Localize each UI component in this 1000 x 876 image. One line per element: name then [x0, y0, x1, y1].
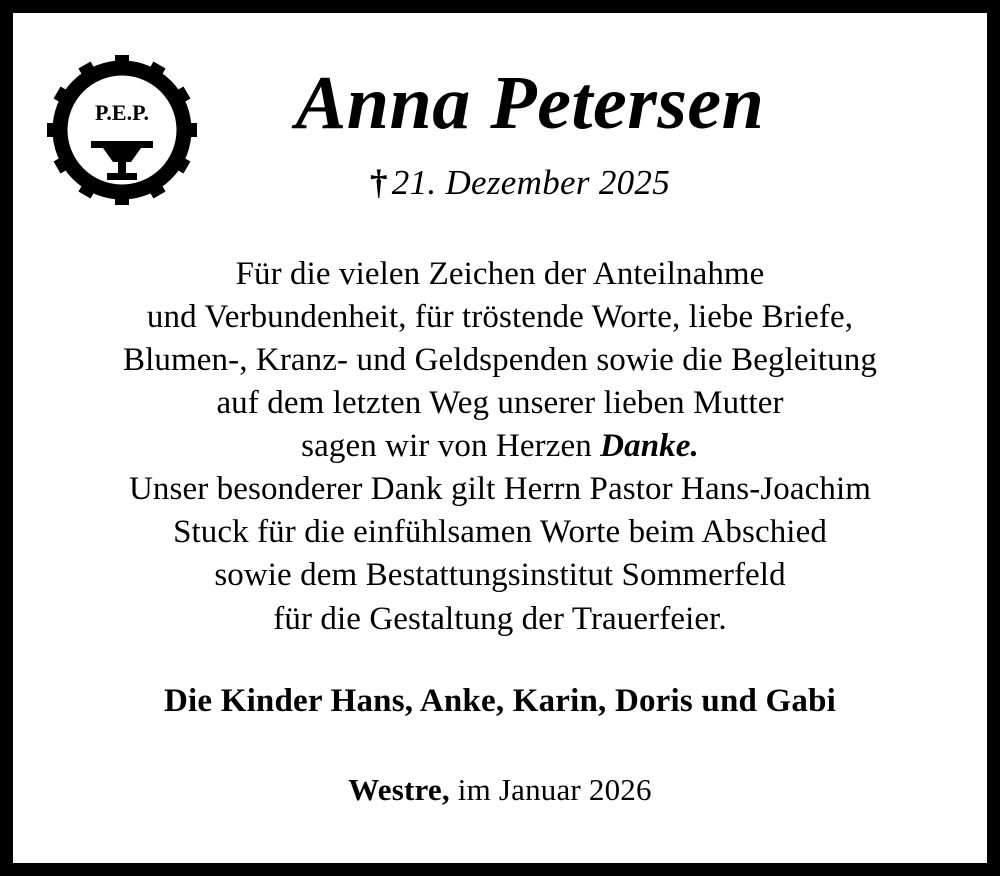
thank-you-text: [37, 253, 963, 641]
text-line: und Verbundenheit, für tröstende Worte, liebe Briefe,: [146, 299, 854, 336]
place-date: im Januar 2026: [449, 771, 652, 807]
place-and-date: [37, 772, 963, 808]
notice-header: [37, 27, 963, 217]
text-line: sowie dem Bestattungsinstitut Sommerfeld: [214, 557, 786, 594]
place-name: Westre,: [348, 771, 450, 807]
text-line: Für die vielen Zeichen der Anteilnahme: [235, 256, 765, 292]
text-line: Stuck für die einfühlsamen Worte beim Abschied: [173, 514, 827, 551]
text-line: für die Gestaltung der Trauerfeier.: [273, 600, 727, 637]
text-line-danke: [37, 425, 963, 468]
children-line: Die Kinder Hans, Anke, Karin, Doris und Gabi: [164, 682, 836, 719]
deceased-name: Anna Petersen: [295, 61, 765, 145]
gear-emblem-icon: [47, 55, 197, 205]
text-segment: sagen wir von Herzen: [301, 428, 601, 465]
dagger-icon: †: [369, 163, 388, 202]
death-date: 21. Dezember 2025: [391, 163, 671, 202]
text-line: Unser besonderer Dank gilt Herrn Pastor Hans-Joachim: [129, 471, 871, 508]
text-line: auf dem letzten Weg unserer lieben Mutter: [216, 385, 784, 422]
text-line: Blumen-, Kranz- und Geldspenden sowie die Begleitung: [123, 342, 877, 379]
emblem-label: P.E.P.: [94, 100, 150, 125]
danke-emphasis: Danke.: [600, 428, 699, 465]
notice-inner: [13, 13, 987, 863]
